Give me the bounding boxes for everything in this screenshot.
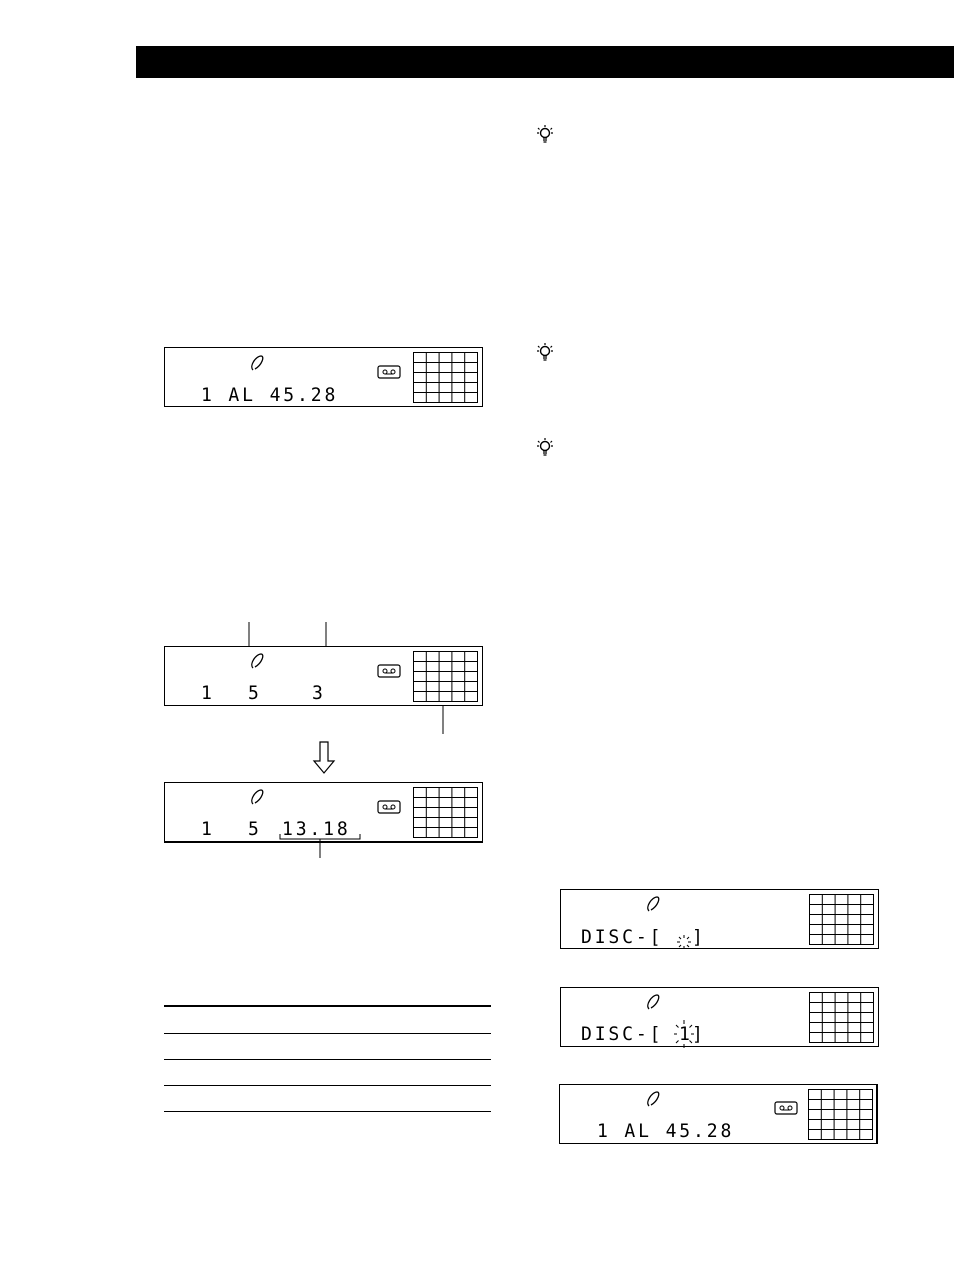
lightbulb-icon: [536, 437, 554, 459]
bracket-close: ]: [692, 1023, 706, 1045]
track-calendar-grid: [413, 651, 479, 702]
lcd-display-total-2: [559, 1084, 878, 1144]
cassette-icon: [377, 800, 401, 814]
cassette-icon: [377, 365, 401, 379]
elapsed-time: 13.18: [282, 818, 351, 840]
disc-icon: [644, 894, 662, 914]
track-calendar-grid: [809, 992, 875, 1043]
disc-prompt: DISC-[: [581, 1023, 664, 1045]
down-arrow-icon: [312, 741, 336, 775]
track-number: 5: [248, 818, 262, 840]
disc-number: 1: [201, 682, 215, 704]
track-calendar-grid: [413, 787, 479, 838]
lightbulb-icon: [536, 342, 554, 364]
callout-line-grid: [440, 706, 446, 734]
table-top-rule: [164, 1005, 491, 1007]
bracket-close: ]: [692, 926, 706, 948]
cassette-icon: [774, 1101, 798, 1115]
lcd-display-disc-entry: [560, 889, 879, 949]
disc-digit: 1: [679, 1023, 693, 1045]
lcd-display-track: [164, 646, 483, 706]
header-bar: [136, 46, 954, 78]
disc-icon: [248, 651, 266, 671]
track-calendar-grid: [413, 352, 479, 403]
track-number: 5: [248, 682, 262, 704]
disc-icon: [248, 353, 266, 373]
lcd-readout: 1 AL 45.28: [597, 1120, 735, 1142]
disc-number: 1: [201, 818, 215, 840]
table-row-rule: [164, 1085, 491, 1086]
table-row-rule: [164, 1111, 491, 1112]
disc-prompt: DISC-[: [581, 926, 664, 948]
lcd-readout: 1 AL 45.28: [201, 384, 339, 406]
track-calendar-grid: [808, 1089, 874, 1140]
table-row-rule: [164, 1033, 491, 1034]
lcd-display-disc-entry-1: [560, 987, 879, 1047]
disc-icon: [644, 992, 662, 1012]
track-calendar-grid: [809, 894, 875, 945]
callout-line-time: [278, 834, 364, 858]
lightbulb-icon: [536, 124, 554, 146]
index-number: 3: [312, 682, 326, 704]
disc-icon: [248, 787, 266, 807]
cassette-icon: [377, 664, 401, 678]
disc-icon: [644, 1089, 662, 1109]
lcd-display-total: [164, 347, 483, 407]
table-row-rule: [164, 1059, 491, 1060]
